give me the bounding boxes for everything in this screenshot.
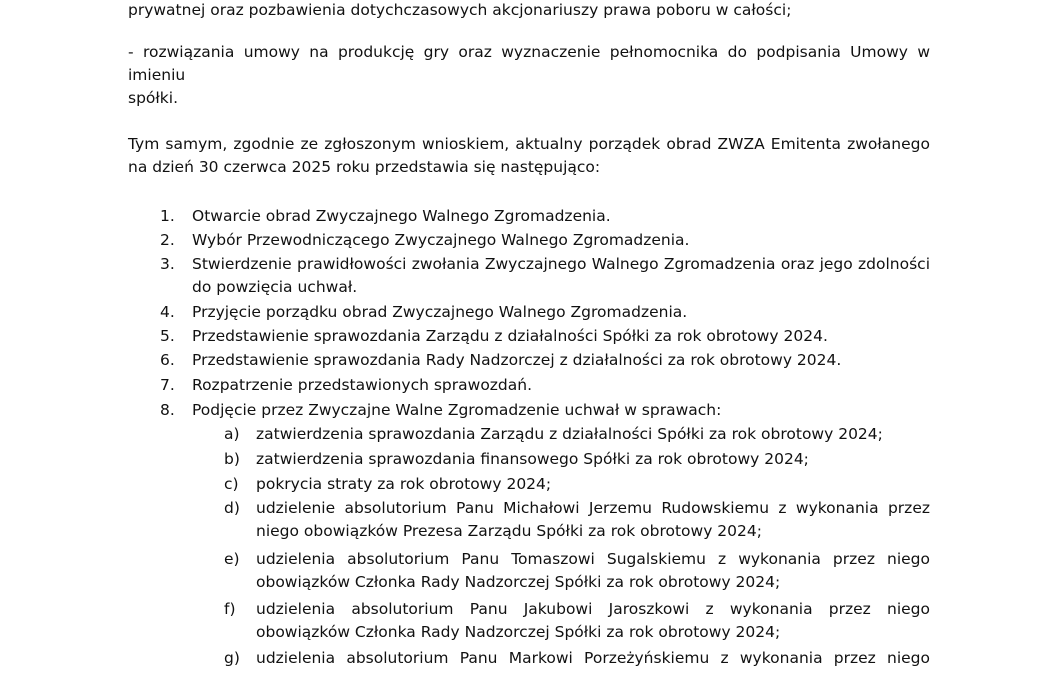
agenda-item-text xyxy=(192,229,930,252)
agenda-item-number: 1. xyxy=(160,207,175,225)
agenda-subitem-letter: a) xyxy=(224,425,240,443)
paragraph-intro xyxy=(128,133,930,179)
agenda-item-text xyxy=(192,205,930,228)
agenda-item-text xyxy=(192,399,930,422)
agenda-item-line: Stwierdzenie prawidłowości zwołania Zwyczajnego Walnego Zgromadzenia oraz jego zdolności xyxy=(192,255,930,273)
agenda-subitem-line: pokrycia straty za rok obrotowy 2024; xyxy=(256,475,552,493)
agenda-subitem-line: udzielenia absolutorium Panu Markowi Porzeżyńskiemu z wykonania przez niego xyxy=(256,649,930,667)
agenda-item-line: Wybór Przewodniczącego Zwyczajnego Walnego Zgromadzenia. xyxy=(192,231,690,249)
agenda-item-text xyxy=(192,349,930,372)
agenda-subitem-text xyxy=(256,647,930,670)
agenda-item-line: Rozpatrzenie przedstawionych sprawozdań. xyxy=(192,376,533,394)
agenda-item-number: 5. xyxy=(160,327,175,345)
agenda-subitem-letter: g) xyxy=(224,649,240,667)
agenda-item-number: 8. xyxy=(160,401,175,419)
paragraph-rozwiazanie xyxy=(128,41,930,110)
agenda-item-line: Podjęcie przez Zwyczajne Walne Zgromadzenie uchwał w sprawach: xyxy=(192,401,722,419)
agenda-subitem-line: niego obowiązków Prezesa Zarządu Spółki za rok obrotowy 2024; xyxy=(256,522,762,540)
agenda-item-number: 2. xyxy=(160,231,175,249)
agenda-item-line: Przedstawienie sprawozdania Rady Nadzorczej z działalności za rok obrotowy 2024. xyxy=(192,351,842,369)
paragraph-intro-line-2: na dzień 30 czerwca 2025 roku przedstawia się następująco: xyxy=(128,158,601,176)
paragraph-top-line: prywatnej oraz pozbawienia dotychczasowych akcjonariuszy prawa poboru w całości; xyxy=(128,1,792,19)
agenda-item-line: do powzięcia uchwał. xyxy=(192,278,358,296)
agenda-subitem-text xyxy=(256,423,930,446)
agenda-subitem-letter: b) xyxy=(224,450,240,468)
agenda-item-text xyxy=(192,325,930,348)
agenda-subitem-letter: e) xyxy=(224,550,240,568)
agenda-item-text xyxy=(192,374,930,397)
agenda-subitem-text xyxy=(256,448,930,471)
agenda-subitem-line: udzielenia absolutorium Panu Tomaszowi Sugalskiemu z wykonania przez niego xyxy=(256,550,930,568)
agenda-subitem-line: udzielenia absolutorium Panu Jakubowi Jaroszkowi z wykonania przez niego xyxy=(256,600,930,618)
agenda-subitem-letter: d) xyxy=(224,499,240,517)
agenda-item-number: 6. xyxy=(160,351,175,369)
agenda-subitem-text xyxy=(256,497,930,543)
agenda-subitem-text xyxy=(256,548,930,594)
agenda-item-text xyxy=(192,253,930,299)
agenda-subitem-line: obowiązków Członka Rady Nadzorczej Spółki za rok obrotowy 2024; xyxy=(256,623,781,641)
agenda-item-number: 3. xyxy=(160,255,175,273)
agenda-subitem-line: obowiązków Członka Rady Nadzorczej Spółki za rok obrotowy 2024; xyxy=(256,573,781,591)
agenda-item-text xyxy=(192,301,930,324)
agenda-subitem-line: udzielenie absolutorium Panu Michałowi Jerzemu Rudowskiemu z wykonania przez xyxy=(256,499,930,517)
paragraph-top xyxy=(128,0,930,22)
paragraph-rozwiazanie-line-2: spółki. xyxy=(128,89,179,107)
paragraph-intro-line-1: Tym samym, zgodnie ze zgłoszonym wnioskiem, aktualny porządek obrad ZWZA Emitenta zwołanego xyxy=(128,135,930,153)
agenda-subitem-letter: c) xyxy=(224,475,239,493)
agenda-subitem-line: zatwierdzenia sprawozdania Zarządu z działalności Spółki za rok obrotowy 2024; xyxy=(256,425,883,443)
agenda-item-number: 4. xyxy=(160,303,175,321)
paragraph-rozwiazanie-line-1: - rozwiązania umowy na produkcję gry oraz wyznaczenie pełnomocnika do podpisania Umowy w imieniu xyxy=(128,43,930,84)
agenda-item-line: Przyjęcie porządku obrad Zwyczajnego Walnego Zgromadzenia. xyxy=(192,303,688,321)
agenda-item-line: Otwarcie obrad Zwyczajnego Walnego Zgromadzenia. xyxy=(192,207,611,225)
agenda-item-line: Przedstawienie sprawozdania Zarządu z działalności Spółki za rok obrotowy 2024. xyxy=(192,327,828,345)
agenda-item-number: 7. xyxy=(160,376,175,394)
agenda-subitem-letter: f) xyxy=(224,600,236,618)
agenda-subitem-text xyxy=(256,598,930,644)
agenda-subitem-line: zatwierdzenia sprawozdania finansowego Spółki za rok obrotowy 2024; xyxy=(256,450,809,468)
agenda-subitem-text xyxy=(256,473,930,496)
